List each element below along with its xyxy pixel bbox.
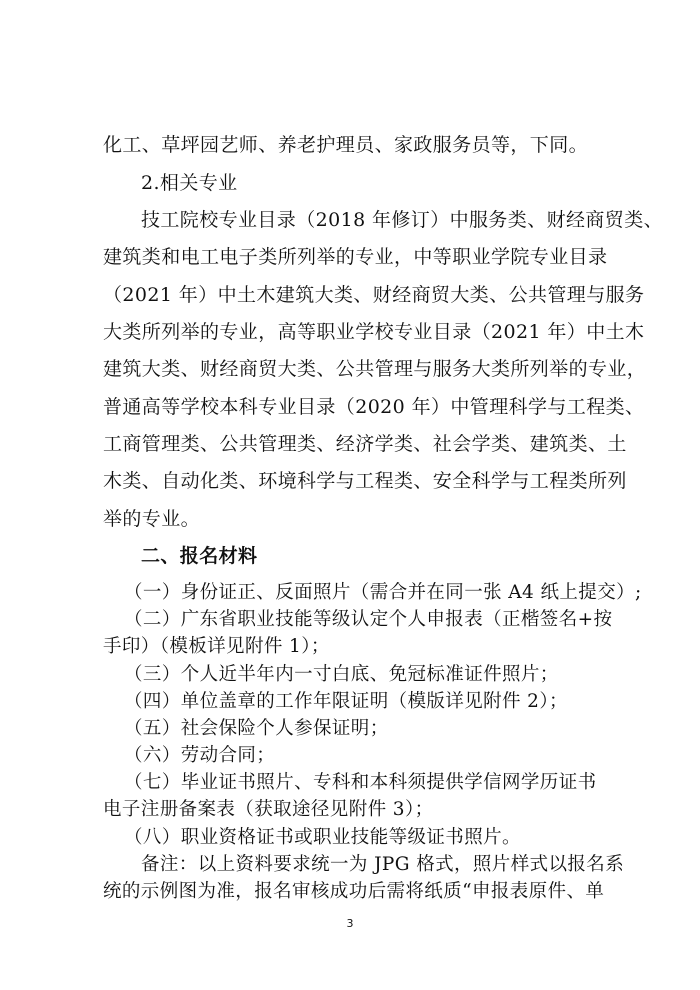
list-item: （六）劳动合同； (124, 745, 276, 766)
list-item: （八）职业资格证书或职业技能等级证书照片。 (124, 827, 521, 848)
body-line: 化工、草坪园艺师、养老护理员、家政服务员等，下同。 (103, 134, 589, 156)
body-line: 木类、自动化类、环境科学与工程类、安全科学与工程类所列 (103, 470, 627, 492)
body-line: 普通高等学校本科专业目录（2020 年）中管理科学与工程类、 (103, 396, 645, 418)
list-item: （一）身份证正、反面照片（需合并在同一张 A4 纸上提交）; (124, 582, 642, 603)
body-line: 手印）（模板详见附件 1）； (103, 636, 330, 657)
body-line: 统的示例图为准，报名审核成功后需将纸质“申报表原件、单 (103, 881, 605, 902)
body-line: 建筑类和电工电子类所列举的专业，中等职业学院专业目录 (103, 246, 608, 268)
list-item: （七）毕业证书照片、专科和本科须提供学信网学历证书 (124, 772, 597, 793)
list-item: （三）个人近半年内一寸白底、免冠标准证件照片； (124, 664, 559, 685)
list-item: （二）广东省职业技能等级认定个人申报表（正楷签名+按 (124, 609, 613, 630)
body-line: 大类所列举的专业，高等职业学校专业目录（2021 年）中土木 (103, 321, 645, 343)
body-line: 电子注册备案表（获取途径见附件 3）； (103, 799, 434, 820)
subheading: 2.相关专业 (141, 172, 238, 194)
body-line: （2021 年）中土木建筑大类、财经商贸大类、公共管理与服务 (103, 284, 645, 306)
list-item: （五）社会保险个人参保证明； (124, 718, 389, 739)
section-heading: 二、报名材料 (141, 545, 258, 567)
body-line: 工商管理类、公共管理类、经济学类、社会学类、建筑类、土 (103, 433, 627, 455)
page-number: 3 (346, 917, 354, 930)
list-item: （四）单位盖章的工作年限证明（模版详见附件 2）； (124, 691, 568, 712)
body-line: 建筑大类、财经商贸大类、公共管理与服务大类所列举的专业， (103, 358, 647, 380)
paragraph-start: 备注：以上资料要求统一为 JPG 格式，照片样式以报名系 (141, 854, 625, 875)
paragraph-start: 技工院校专业目录（2018 年修订）中服务类、财经商贸类、 (141, 209, 663, 231)
body-line: 举的专业。 (103, 508, 201, 530)
